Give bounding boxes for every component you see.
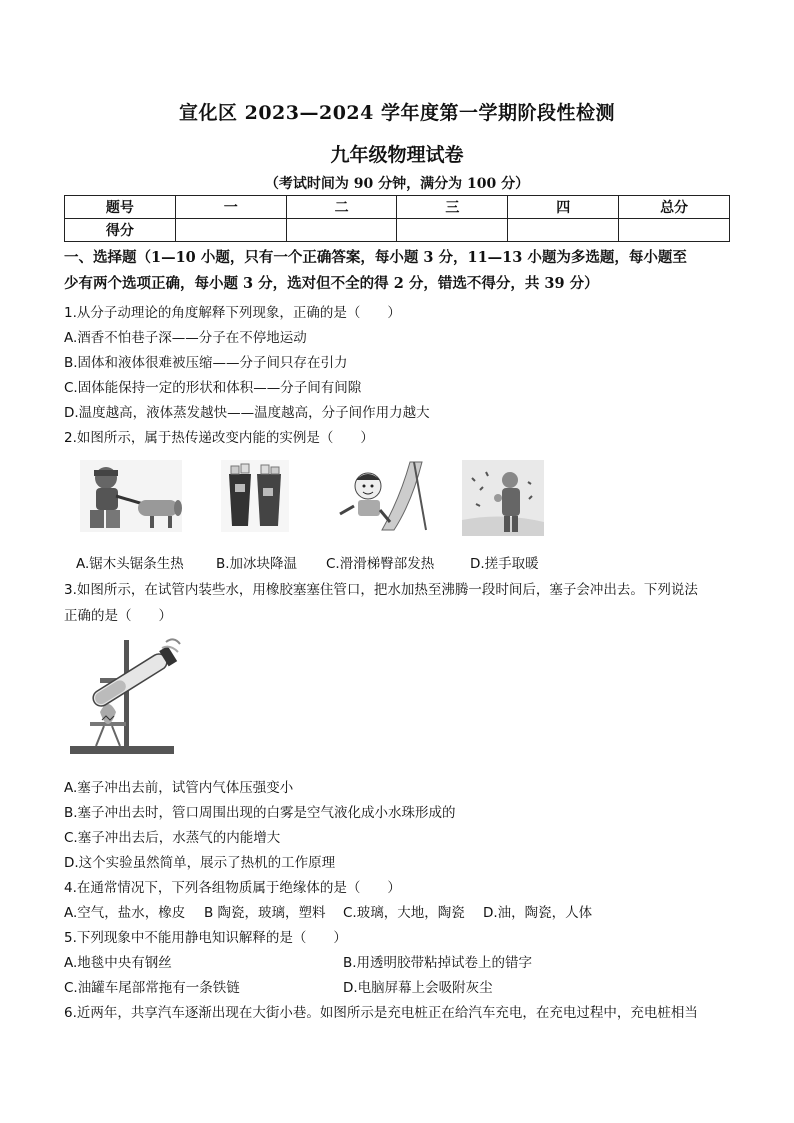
q3-option-c: C.塞子冲出去后，水蒸气的内能增大 xyxy=(64,830,281,846)
q4-option-a: A.空气，盐水，橡皮 xyxy=(64,905,186,921)
q2-stem: 2.如图所示，属于热传递改变内能的实例是（ ） xyxy=(64,430,374,446)
q2-option-b: B.加冰块降温 xyxy=(216,556,298,572)
q4-option-b: B 陶瓷，玻璃，塑料 xyxy=(204,905,326,921)
q1-option-a: A.酒香不怕巷子深——分子在不停地运动 xyxy=(64,330,307,346)
q5-option-a: A.地毯中央有钢丝 xyxy=(64,955,172,971)
q3-stem-line1: 3.如图所示，在试管内装些水，用橡胶塞塞住管口，把水加热至沸腾一段时间后，塞子会冲出去。下列说法 xyxy=(64,582,698,598)
q2-figure-ice-drinks xyxy=(221,460,289,532)
score-cell[interactable] xyxy=(619,219,730,242)
q2-figure-slide xyxy=(330,458,428,534)
q4-stem: 4.在通常情况下，下列各组物质属于绝缘体的是（ ） xyxy=(64,880,401,896)
q1-option-d: D.温度越高，液体蒸发越快——温度越高，分子间作用力越大 xyxy=(64,405,430,421)
score-header-cell: 一 xyxy=(175,196,286,219)
q2-option-d: D.搓手取暖 xyxy=(470,556,539,572)
section-heading-line2: 少有两个选项正确，每小题 3 分，选对但不全的得 2 分，错选不得分，共 39 分） xyxy=(64,275,599,292)
q1-option-b: B.固体和液体很难被压缩——分子间只存在引力 xyxy=(64,355,348,371)
score-cell[interactable] xyxy=(397,219,508,242)
score-header-cell: 题号 xyxy=(65,196,176,219)
score-table xyxy=(64,195,730,242)
q3-option-d: D.这个实验虽然简单，展示了热机的工作原理 xyxy=(64,855,336,871)
score-table-score-row xyxy=(65,219,730,242)
q2-option-a: A.锯木头锯条生热 xyxy=(76,556,184,572)
score-cell[interactable] xyxy=(508,219,619,242)
q5-option-c: C.油罐车尾部常拖有一条铁链 xyxy=(64,980,240,996)
q3-stem-line2: 正确的是（ ） xyxy=(64,608,172,624)
score-cell[interactable] xyxy=(175,219,286,242)
q5-option-b: B.用透明胶带粘掉试卷上的错字 xyxy=(343,955,533,971)
q5-stem: 5.下列现象中不能用静电知识解释的是（ ） xyxy=(64,930,347,946)
exam-subtitle: 九年级物理试卷 xyxy=(330,144,464,166)
q4-option-c: C.玻璃，大地，陶瓷 xyxy=(343,905,465,921)
q3-option-b: B.塞子冲出去时，管口周围出现的白雾是空气液化成小水珠形成的 xyxy=(64,805,456,821)
q2-figure-sawing xyxy=(80,460,182,532)
q3-figure-test-tube-apparatus xyxy=(66,634,184,756)
score-table-header-row xyxy=(65,196,730,219)
q4-option-d: D.油，陶瓷，人体 xyxy=(483,905,593,921)
score-header-cell: 二 xyxy=(286,196,397,219)
exam-title: 宣化区 2023—2024 学年度第一学期阶段性检测 xyxy=(179,102,615,124)
score-header-cell: 总分 xyxy=(619,196,730,219)
q6-stem: 6.近两年，共享汽车逐渐出现在大街小巷。如图所示是充电桩正在给汽车充电，在充电过程中，充电桩相当 xyxy=(64,1005,698,1021)
q2-figure-rubbing-hands xyxy=(462,460,544,536)
q1-stem: 1.从分子动理论的角度解释下列现象，正确的是（ ） xyxy=(64,305,401,321)
q2-option-c: C.滑滑梯臀部发热 xyxy=(326,556,435,572)
score-header-cell: 三 xyxy=(397,196,508,219)
section-heading-line1: 一、选择题（1—10 小题，只有一个正确答案，每小题 3 分，11—13 小题为多选题，每小题至 xyxy=(64,249,687,266)
score-cell[interactable] xyxy=(286,219,397,242)
score-header-cell: 四 xyxy=(508,196,619,219)
exam-note: （考试时间为 90 分钟，满分为 100 分） xyxy=(264,176,530,192)
q1-option-c: C.固体能保持一定的形状和体积——分子间有间隙 xyxy=(64,380,362,396)
q3-option-a: A.塞子冲出去前，试管内气体压强变小 xyxy=(64,780,294,796)
q5-option-d: D.电脑屏幕上会吸附灰尘 xyxy=(343,980,493,996)
score-row-label: 得分 xyxy=(65,219,176,242)
